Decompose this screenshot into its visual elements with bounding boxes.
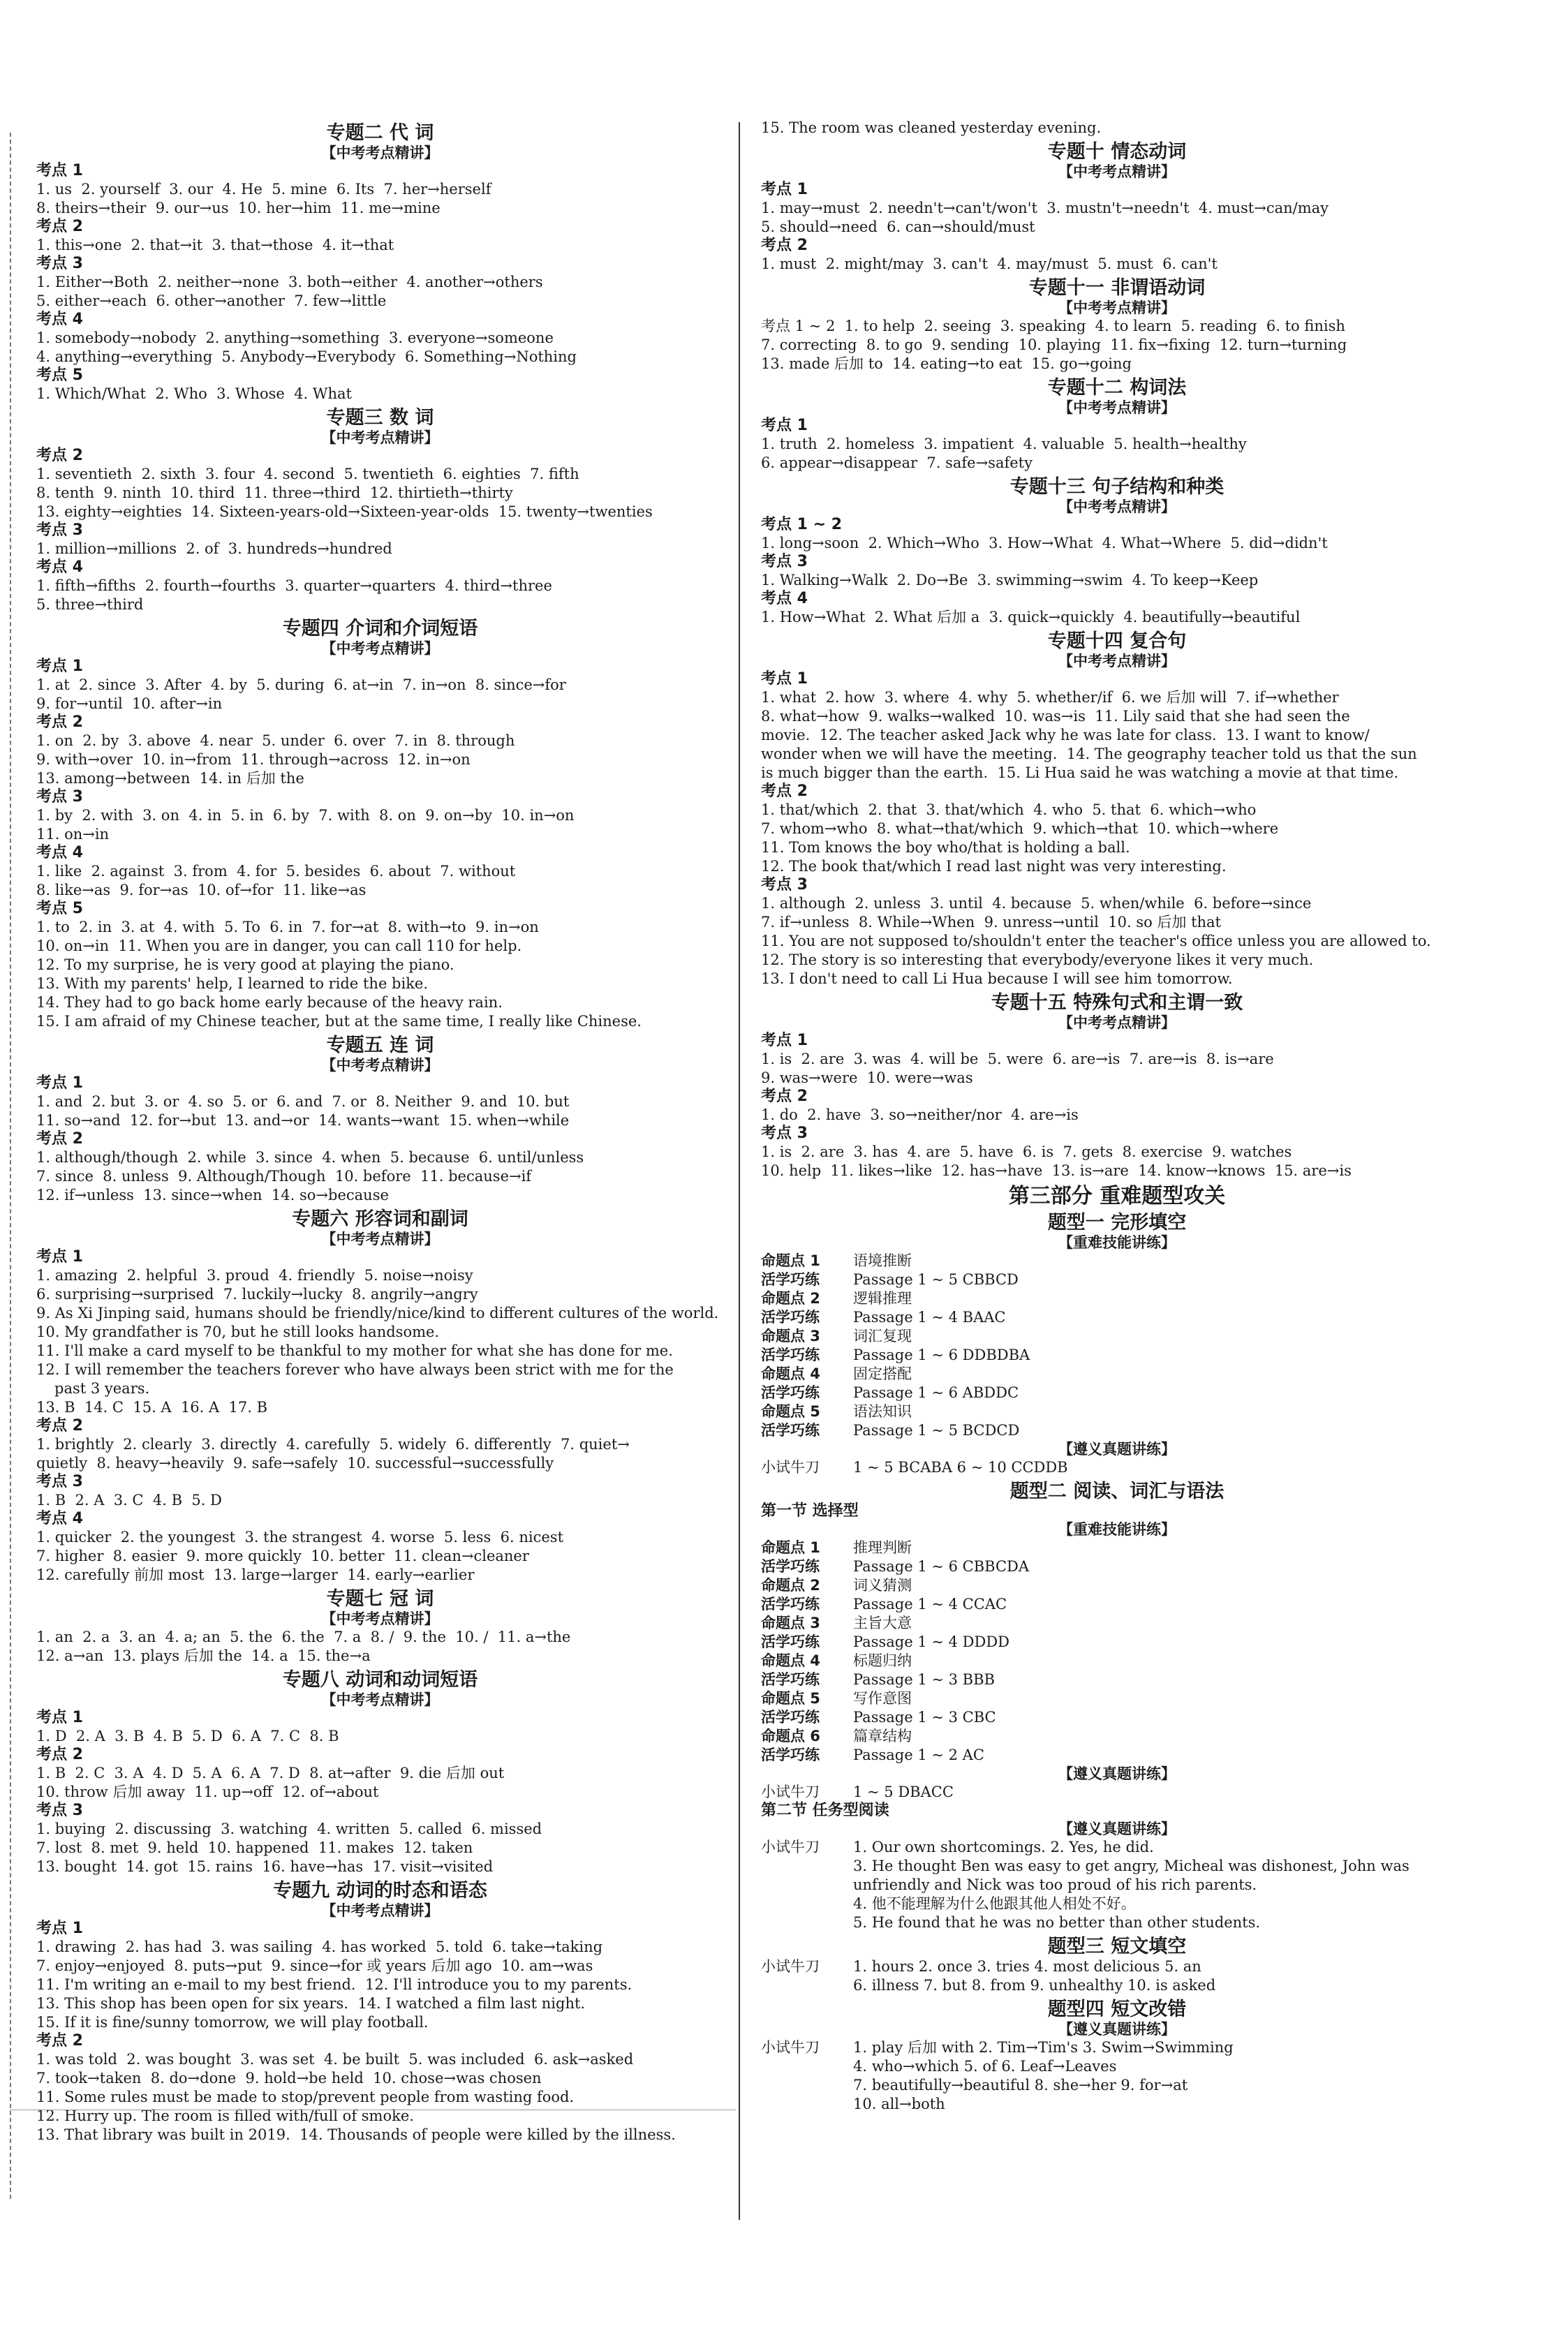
- answer-line: 11. so→and 12. for→but 13. and→or 14. wants→want 15. when→while: [36, 1112, 570, 1129]
- row-label: 小试牛刀: [761, 1839, 820, 1855]
- section-title: 专题十五 特殊句式和主谓一致: [991, 992, 1243, 1014]
- answer-line: 1. B 2. C 3. A 4. D 5. A 6. A 7. D 8. at→after 9. die 后加 out: [36, 1765, 505, 1781]
- row-answers: unfriendly and Nick was too proud of his rich parents.: [853, 1876, 1257, 1893]
- answer-line: quietly 8. heavy→heavily 9. safe→safely 10. successful→successfully: [36, 1455, 554, 1472]
- answer-line: 12. To my surprise, he is very good at playing the piano.: [36, 956, 454, 973]
- answer-line: 13. among→between 14. in 后加 the: [36, 770, 304, 787]
- row-answers: Passage 1 ~ 4 BAAC: [853, 1309, 1006, 1326]
- answer-line: 1. buying 2. discussing 3. watching 4. written 5. called 6. missed: [36, 1821, 542, 1837]
- answer-line: 1. Which/What 2. Who 3. Whose 4. What: [36, 385, 352, 402]
- answer-line: 7. since 8. unless 9. Although/Though 10. before 11. because→if: [36, 1168, 532, 1185]
- row-label: 活学巧练: [761, 1347, 820, 1363]
- row-answers: Passage 1 ~ 3 BBB: [853, 1671, 995, 1688]
- answer-line: 13. eighty→eighties 14. Sixteen-years-old→Sixteen-year-olds 15. twenty→twenties: [36, 503, 653, 520]
- section-subtitle: 【遵义真题讲练】: [1058, 1765, 1176, 1782]
- answer-row: [761, 1402, 1473, 1421]
- answer-line: 12. The story is so interesting that everybody/everyone likes it very much.: [761, 951, 1314, 968]
- answer-row: [761, 1895, 1473, 1913]
- answer-row: [761, 1384, 1473, 1402]
- answer-line: 5. either→each 6. other→another 7. few→little: [36, 292, 387, 309]
- answer-line: is much bigger than the earth. 15. Li Hua said he was watching a movie at that time.: [761, 764, 1399, 781]
- row-answers: Passage 1 ~ 2 AC: [853, 1747, 984, 1763]
- answer-line: 1. an 2. a 3. an 4. a; an 5. the 6. the 7. a 8. / 9. the 10. / 11. a→the: [36, 1629, 571, 1645]
- section-title: 专题十一 非谓语动词: [1028, 277, 1206, 299]
- row-answers: 7. beautifully→beautiful 8. she→her 9. for→at: [853, 2077, 1188, 2094]
- row-label: 活学巧练: [761, 1709, 820, 1726]
- point-label: 考点 3: [36, 255, 83, 272]
- section-subtitle: 【中考考点精讲】: [321, 429, 439, 446]
- answer-line: 11. Tom knows the boy who/that is holding a ball.: [761, 839, 1130, 856]
- point-label: 考点 2: [36, 1417, 83, 1435]
- answer-line: 7. enjoy→enjoyed 8. puts→put 9. since→for 或 years 后加 ago 10. am→was: [36, 1957, 593, 1974]
- answer-line: 8. theirs→their 9. our→us 10. her→him 11. me→mine: [36, 200, 441, 216]
- answer-line: 8. like→as 9. for→as 10. of→for 11. like→as: [36, 882, 367, 898]
- section-subtitle: 【中考考点精讲】: [321, 1057, 439, 1074]
- point-label: 考点 5: [36, 366, 83, 384]
- row-answers: 1. play 后加 with 2. Tim→Tim's 3. Swim→Swimming: [853, 2039, 1234, 2056]
- answer-row: [761, 1365, 1473, 1384]
- point-label: 考点 3: [761, 1125, 808, 1142]
- section-subtitle: 【中考考点精讲】: [1058, 299, 1176, 316]
- row-answers: Passage 1 ~ 5 BCDCD: [853, 1422, 1020, 1439]
- point-label: 考点 2: [761, 237, 808, 254]
- answer-row: [761, 1652, 1473, 1670]
- row-answers: 3. He thought Ben was easy to get angry, Micheal was dishonest, John was: [853, 1858, 1410, 1874]
- answer-row: [761, 1308, 1473, 1327]
- point-label: 第二节 任务型阅读: [761, 1802, 889, 1819]
- row-answers: Passage 1 ~ 6 DDBDBA: [853, 1347, 1030, 1363]
- row-label: 命题点 1: [761, 1539, 820, 1556]
- answer-line: 8. tenth 9. ninth 10. third 11. three→third 12. thirtieth→thirty: [36, 484, 513, 501]
- answer-row: [761, 1876, 1473, 1895]
- answer-line: 10. on→in 11. When you are in danger, you can call 110 for help.: [36, 938, 522, 954]
- answer-row: [761, 1327, 1473, 1346]
- left-column: [36, 119, 724, 2144]
- row-label: 活学巧练: [761, 1633, 820, 1650]
- row-answers: 1 ~ 5 DBACC: [853, 1784, 954, 1800]
- row-label: [761, 1895, 853, 1913]
- answer-line: 7. higher 8. easier 9. more quickly 10. better 11. clean→cleaner: [36, 1548, 529, 1564]
- row-label: 活学巧练: [761, 1309, 820, 1326]
- answer-line: 11. I'm writing an e-mail to my best friend. 12. I'll introduce you to my parents.: [36, 1976, 633, 1993]
- row-label: [761, 1857, 853, 1876]
- point-label: 考点 1: [761, 1032, 808, 1049]
- row-label: 活学巧练: [761, 1747, 820, 1763]
- point-label: 考点 3: [761, 876, 808, 894]
- row-label: 小试牛刀: [761, 1784, 820, 1800]
- answer-line: 1. although/though 2. while 3. since 4. when 5. because 6. until/unless: [36, 1149, 584, 1166]
- row-answers: Passage 1 ~ 4 DDDD: [853, 1633, 1010, 1650]
- answer-row: [761, 1539, 1473, 1557]
- section-subtitle: 【中考考点精讲】: [321, 1610, 439, 1627]
- section-subtitle: 【中考考点精讲】: [1058, 163, 1176, 180]
- answer-line: 9. for→until 10. after→in: [36, 695, 223, 712]
- row-answers: 5. He found that he was no better than other students.: [853, 1914, 1261, 1931]
- section-title: 专题五 连 词: [326, 1035, 434, 1056]
- point-label: 考点 1: [761, 670, 808, 688]
- answer-line: 1. drawing 2. has had 3. was sailing 4. has worked 5. told 6. take→taking: [36, 1939, 603, 1955]
- row-label: 小试牛刀: [761, 1459, 820, 1476]
- section-subtitle: 【重难技能讲练】: [1058, 1234, 1176, 1251]
- part-title: 第三部分 重难题型攻关: [1008, 1184, 1226, 1208]
- row-label: 命题点 3: [761, 1328, 820, 1344]
- answer-row: [761, 1783, 1473, 1802]
- answer-row: [761, 1346, 1473, 1365]
- answer-line: 12. a→an 13. plays 后加 the 14. a 15. the→a: [36, 1647, 371, 1664]
- answer-line: 1. although 2. unless 3. until 4. because 5. when/while 6. before→since: [761, 895, 1312, 912]
- answer-line: 5. three→third: [36, 596, 144, 613]
- row-label: 活学巧练: [761, 1271, 820, 1288]
- section-title: 专题三 数 词: [326, 407, 434, 429]
- section-subtitle: 【中考考点精讲】: [321, 1691, 439, 1708]
- answer-row: [761, 1689, 1473, 1708]
- answer-line: 1. is 2. are 3. was 4. will be 5. were 6. are→is 7. are→is 8. is→are: [761, 1051, 1274, 1067]
- section-title: 专题十二 构词法: [1047, 377, 1187, 399]
- row-label: 命题点 5: [761, 1690, 820, 1707]
- section-subtitle: 【遵义真题讲练】: [1058, 2021, 1176, 2038]
- row-answers: 逻辑推理: [853, 1290, 912, 1307]
- answer-line: 1. by 2. with 3. on 4. in 5. in 6. by 7. with 8. on 9. on→by 10. in→on: [36, 807, 575, 824]
- point-label: 考点 3: [761, 553, 808, 570]
- answer-line: 1. seventieth 2. sixth 3. four 4. second 5. twentieth 6. eighties 7. fifth: [36, 466, 579, 482]
- answer-line: movie. 12. The teacher asked Jack why he was late for class. 13. I want to know/: [761, 727, 1370, 743]
- point-label: 考点 1: [36, 1709, 83, 1726]
- row-label: 小试牛刀: [761, 2039, 820, 2056]
- answer-line: 14. They had to go back home early because of the heavy rain.: [36, 994, 503, 1011]
- point-label: 考点 4: [761, 590, 808, 607]
- point-label: 考点 2: [761, 1088, 808, 1105]
- answer-line: 13. That library was built in 2019. 14. Thousands of people were killed by the illness.: [36, 2126, 676, 2143]
- section-title: 专题四 介词和介词短语: [282, 618, 478, 639]
- answer-line: 7. took→taken 8. do→done 9. hold→be held 10. chose→was chosen: [36, 2070, 542, 2087]
- row-answers: 4. 他不能理解为什么他跟其他人相处不好。: [853, 1895, 1136, 1912]
- section-subtitle: 【中考考点精讲】: [321, 640, 439, 657]
- answer-line: 1. Either→Both 2. neither→none 3. both→either 4. another→others: [36, 274, 543, 290]
- section-subtitle: 【中考考点精讲】: [1058, 399, 1176, 416]
- section-subtitle: 【中考考点精讲】: [1058, 653, 1176, 669]
- answer-row: [761, 2057, 1473, 2076]
- row-answers: Passage 1 ~ 3 CBC: [853, 1709, 996, 1726]
- row-answers: 标题归纳: [853, 1652, 912, 1669]
- answer-line: 11. Some rules must be made to stop/prevent people from wasting food.: [36, 2089, 575, 2105]
- answer-line: 10. throw 后加 away 11. up→off 12. of→about: [36, 1784, 379, 1800]
- answer-line: 考点 1 ~ 2 1. to help 2. seeing 3. speaking 4. to learn 5. reading 6. to finish: [761, 318, 1345, 334]
- point-label: 考点 2: [36, 1130, 83, 1148]
- row-answers: 语法知识: [853, 1403, 912, 1420]
- row-answers: Passage 1 ~ 5 CBBCD: [853, 1271, 1019, 1288]
- answer-line: 1. How→What 2. What 后加 a 3. quick→quickly 4. beautifully→beautiful: [761, 609, 1301, 625]
- section-title: 题型四 短文改错: [1047, 1999, 1187, 2020]
- point-label: 考点 3: [36, 1802, 83, 1819]
- row-label: 命题点 2: [761, 1577, 820, 1594]
- answer-line: 13. B 14. C 15. A 16. A 17. B: [36, 1399, 268, 1416]
- answer-line: 13. made 后加 to 14. eating→to eat 15. go→going: [761, 355, 1132, 372]
- answer-line: wonder when we will have the meeting. 14. The geography teacher told us that the sun: [761, 746, 1417, 762]
- answer-line: 13. bought 14. got 15. rains 16. have→has 17. visit→visited: [36, 1858, 494, 1875]
- answer-row: [761, 1252, 1473, 1270]
- section-title: 题型一 完形填空: [1047, 1212, 1187, 1233]
- answer-line: past 3 years.: [54, 1380, 150, 1397]
- answer-line: 1. that/which 2. that 3. that/which 4. who 5. that 6. which→who: [761, 801, 1257, 818]
- section-title: 专题九 动词的时态和语态: [273, 1880, 487, 1902]
- row-answers: 1. Our own shortcomings. 2. Yes, he did.: [853, 1839, 1154, 1855]
- point-label: 考点 2: [36, 218, 83, 235]
- section-subtitle: 【中考考点精讲】: [321, 1231, 439, 1247]
- answer-line: 9. was→were 10. were→was: [761, 1069, 973, 1086]
- point-label: 考点 2: [36, 447, 83, 464]
- answer-line: 1. like 2. against 3. from 4. for 5. besides 6. about 7. without: [36, 863, 516, 880]
- answer-row: [761, 1557, 1473, 1576]
- point-label: 考点 1: [761, 181, 808, 198]
- point-label: 考点 1: [36, 1074, 83, 1092]
- answer-line: 1. do 2. have 3. so→neither/nor 4. are→is: [761, 1106, 1079, 1123]
- column-divider: [739, 122, 740, 2220]
- answer-line: 1. Walking→Walk 2. Do→Be 3. swimming→swim 4. To keep→Keep: [761, 572, 1259, 588]
- row-answers: 6. illness 7. but 8. from 9. unhealthy 10. is asked: [853, 1977, 1216, 1994]
- answer-line: 13. This shop has been open for six years. 14. I watched a film last night.: [36, 1995, 586, 2012]
- answer-row: [761, 1957, 1473, 1976]
- answer-line: 1. at 2. since 3. After 4. by 5. during 6. at→in 7. in→on 8. since→for: [36, 676, 566, 693]
- answer-row: [761, 1708, 1473, 1727]
- point-label: 考点 4: [36, 844, 83, 861]
- section-title: 专题六 形容词和副词: [292, 1208, 468, 1230]
- section-title: 题型三 短文填空: [1047, 1936, 1187, 1957]
- answer-line: 1. amazing 2. helpful 3. proud 4. friendly 5. noise→noisy: [36, 1267, 473, 1284]
- binding-margin-line: [10, 133, 11, 2199]
- answer-row: [761, 1727, 1473, 1746]
- point-label: 考点 4: [36, 311, 83, 328]
- answer-line: 5. should→need 6. can→should/must: [761, 218, 1035, 235]
- row-label: 命题点 4: [761, 1652, 820, 1669]
- section-subtitle: 【中考考点精讲】: [321, 145, 439, 161]
- answer-row: [761, 1976, 1473, 1995]
- section-subtitle: 【中考考点精讲】: [321, 1902, 439, 1919]
- point-label: 考点 3: [36, 1473, 83, 1490]
- answer-line: 1. was told 2. was bought 3. was set 4. be built 5. was included 6. ask→asked: [36, 2051, 634, 2068]
- point-label: 考点 4: [36, 1510, 83, 1527]
- answer-line: 1. brightly 2. clearly 3. directly 4. carefully 5. widely 6. differently 7. quiet→: [36, 1436, 630, 1453]
- row-label: [761, 1976, 853, 1995]
- row-answers: 语境推断: [853, 1252, 912, 1269]
- answer-line: 12. I will remember the teachers forever who have always been strict with me for the: [36, 1361, 674, 1378]
- answer-line: 10. help 11. likes→like 12. has→have 13. is→are 14. know→knows 15. are→is: [761, 1162, 1352, 1179]
- answer-line: 1. quicker 2. the youngest 3. the strangest 4. worse 5. less 6. nicest: [36, 1529, 564, 1546]
- point-label: 考点 1: [36, 658, 83, 675]
- row-answers: 词汇复现: [853, 1328, 912, 1344]
- answer-row: [761, 1746, 1473, 1765]
- answer-line: 7. lost 8. met 9. held 10. happened 11. makes 12. taken: [36, 1839, 473, 1856]
- answer-row: [761, 1838, 1473, 1857]
- point-label: 考点 1 ~ 2: [761, 516, 843, 533]
- row-answers: 1. hours 2. once 3. tries 4. most delicious 5. an: [853, 1958, 1201, 1975]
- point-label: 考点 3: [36, 521, 83, 539]
- point-label: 考点 5: [36, 900, 83, 917]
- row-label: 命题点 4: [761, 1365, 820, 1382]
- row-label: [761, 2095, 853, 2114]
- section-title: 专题十四 复合句: [1047, 630, 1187, 652]
- answer-row: [761, 1614, 1473, 1633]
- answer-row: [761, 1576, 1473, 1595]
- section-title: 专题七 冠 词: [326, 1588, 434, 1610]
- row-label: 活学巧练: [761, 1671, 820, 1688]
- answer-line: 13. With my parents' help, I learned to ride the bike.: [36, 975, 429, 992]
- point-label: 考点 3: [36, 788, 83, 806]
- row-label: 命题点 5: [761, 1403, 820, 1420]
- point-label: 考点 1: [761, 417, 808, 434]
- row-answers: 固定搭配: [853, 1365, 912, 1382]
- answer-line: 1. fifth→fifths 2. fourth→fourths 3. quarter→quarters 4. third→three: [36, 577, 552, 594]
- row-answers: 10. all→both: [853, 2096, 945, 2112]
- answer-row: [761, 2076, 1473, 2095]
- answer-line: 7. if→unless 8. While→When 9. unress→until 10. so 后加 that: [761, 914, 1221, 931]
- row-answers: 推理判断: [853, 1539, 912, 1556]
- section-title: 专题二 代 词: [326, 122, 434, 144]
- point-label: 考点 2: [761, 783, 808, 800]
- row-answers: 主旨大意: [853, 1615, 912, 1631]
- row-label: 命题点 6: [761, 1728, 820, 1744]
- answer-line: 8. what→how 9. walks→walked 10. was→is 11. Lily said that she had seen the: [761, 708, 1350, 725]
- point-label: 考点 4: [36, 558, 83, 576]
- point-label: 考点 1: [36, 162, 83, 179]
- point-label: 第一节 选择型: [761, 1502, 859, 1520]
- section-subtitle: 【中考考点精讲】: [1058, 1014, 1176, 1031]
- row-answers: Passage 1 ~ 6 ABDDC: [853, 1384, 1019, 1401]
- row-label: 活学巧练: [761, 1596, 820, 1613]
- answer-line: 1. us 2. yourself 3. our 4. He 5. mine 6. Its 7. her→herself: [36, 181, 491, 198]
- answer-row: [761, 1458, 1473, 1477]
- answer-line: 1. long→soon 2. Which→Who 3. How→What 4. What→Where 5. did→didn't: [761, 535, 1328, 551]
- answer-line: 15. The room was cleaned yesterday evening.: [761, 119, 1102, 136]
- answer-row: [761, 1421, 1473, 1440]
- section-subtitle: 【遵义真题讲练】: [1058, 1821, 1176, 1837]
- answer-line: 1. this→one 2. that→it 3. that→those 4. it→that: [36, 237, 394, 253]
- answer-line: 1. somebody→nobody 2. anything→something 3. everyone→someone: [36, 329, 554, 346]
- answer-line: 1. must 2. might/may 3. can't 4. may/must 5. must 6. can't: [761, 255, 1218, 272]
- answer-line: 11. on→in: [36, 826, 110, 843]
- answer-line: 6. surprising→surprised 7. luckily→lucky 8. angrily→angry: [36, 1286, 478, 1303]
- row-label: 活学巧练: [761, 1384, 820, 1401]
- answer-line: 15. I am afraid of my Chinese teacher, but at the same time, I really like Chinese.: [36, 1013, 642, 1030]
- row-label: 活学巧练: [761, 1422, 820, 1439]
- answer-line: 10. My grandfather is 70, but he still looks handsome.: [36, 1324, 440, 1340]
- row-answers: 4. who→which 5. of 6. Leaf→Leaves: [853, 2058, 1117, 2075]
- answer-line: 1. what 2. how 3. where 4. why 5. whether/if 6. we 后加 will 7. if→whether: [761, 689, 1339, 706]
- answer-line: 1. may→must 2. needn't→can't/won't 3. mustn't→needn't 4. must→can/may: [761, 200, 1329, 216]
- answer-row: [761, 1670, 1473, 1689]
- point-label: 考点 1: [36, 1920, 83, 1937]
- answer-line: 15. If it is fine/sunny tomorrow, we will play football.: [36, 2014, 429, 2031]
- answer-line: 7. whom→who 8. what→that/which 9. which→that 10. which→where: [761, 820, 1279, 837]
- row-answers: 篇章结构: [853, 1728, 912, 1744]
- row-label: [761, 1913, 853, 1932]
- point-label: 考点 2: [36, 1746, 83, 1763]
- row-answers: 1 ~ 5 BCABA 6 ~ 10 CCDDB: [853, 1459, 1068, 1476]
- row-label: [761, 2076, 853, 2095]
- answer-line: 7. correcting 8. to go 9. sending 10. playing 11. fix→fixing 12. turn→turning: [761, 336, 1347, 353]
- answer-line: 9. As Xi Jinping said, humans should be friendly/nice/kind to different cultures of the world.: [36, 1305, 719, 1321]
- answer-line: 4. anything→everything 5. Anybody→Everybody 6. Something→Nothing: [36, 348, 577, 365]
- answer-line: 1. D 2. A 3. B 4. B 5. D 6. A 7. C 8. B: [36, 1728, 339, 1744]
- answer-line: 12. Hurry up. The room is filled with/full of smoke.: [36, 2107, 414, 2124]
- row-answers: 词义猜测: [853, 1577, 912, 1594]
- answer-line: 1. to 2. in 3. at 4. with 5. To 6. in 7. for→at 8. with→to 9. in→on: [36, 919, 539, 935]
- row-label: 小试牛刀: [761, 1958, 820, 1975]
- right-column: [761, 119, 1473, 2114]
- row-answers: Passage 1 ~ 4 CCAC: [853, 1596, 1007, 1613]
- section-title: 专题十 情态动词: [1047, 141, 1187, 163]
- row-label: [761, 2057, 853, 2076]
- point-label: 考点 2: [36, 2032, 83, 2050]
- answer-line: 12. if→unless 13. since→when 14. so→because: [36, 1187, 389, 1203]
- answer-line: 1. and 2. but 3. or 4. so 5. or 6. and 7. or 8. Neither 9. and 10. but: [36, 1093, 570, 1110]
- answer-line: 9. with→over 10. in→from 11. through→across 12. in→on: [36, 751, 471, 768]
- answer-line: 12. The book that/which I read last night was very interesting.: [761, 858, 1227, 875]
- section-title: 题型二 阅读、词汇与语法: [1009, 1481, 1225, 1502]
- section-subtitle: 【重难技能讲练】: [1058, 1521, 1176, 1538]
- section-title: 专题八 动词和动词短语: [282, 1669, 478, 1691]
- section-title: 专题十三 句子结构和种类: [1009, 476, 1225, 498]
- answer-line: 1. truth 2. homeless 3. impatient 4. valuable 5. health→healthy: [761, 436, 1247, 452]
- row-label: 命题点 3: [761, 1615, 820, 1631]
- section-subtitle: 【中考考点精讲】: [1058, 498, 1176, 515]
- section-subtitle: 【遵义真题讲练】: [1058, 1441, 1176, 1458]
- answer-line: 1. on 2. by 3. above 4. near 5. under 6. over 7. in 8. through: [36, 732, 515, 749]
- answer-line: 1. million→millions 2. of 3. hundreds→hundred: [36, 540, 392, 557]
- row-label: 命题点 1: [761, 1252, 820, 1269]
- answer-row: [761, 1289, 1473, 1308]
- answer-row: [761, 1857, 1473, 1876]
- answer-row: [761, 1633, 1473, 1652]
- answer-row: [761, 1913, 1473, 1932]
- point-label: 考点 2: [36, 713, 83, 731]
- row-label: [761, 1876, 853, 1895]
- row-label: 命题点 2: [761, 1290, 820, 1307]
- point-label: 考点 1: [36, 1248, 83, 1266]
- answer-line: 11. You are not supposed to/shouldn't enter the teacher's office unless you are allowed to.: [761, 933, 1431, 949]
- answer-line: 1. B 2. A 3. C 4. B 5. D: [36, 1492, 222, 1509]
- answer-row: [761, 2038, 1473, 2057]
- answer-line: 1. is 2. are 3. has 4. are 5. have 6. is 7. gets 8. exercise 9. watches: [761, 1143, 1292, 1160]
- answer-line: 6. appear→disappear 7. safe→safety: [761, 454, 1033, 471]
- answer-line: 13. I don't need to call Li Hua because I will see him tomorrow.: [761, 970, 1233, 987]
- answer-row: [761, 1595, 1473, 1614]
- answer-line: 11. I'll make a card myself to be thankful to my mother for what she has done for me.: [36, 1342, 673, 1359]
- answer-row: [761, 1270, 1473, 1289]
- row-answers: 写作意图: [853, 1690, 912, 1707]
- answer-row: [761, 2095, 1473, 2114]
- row-answers: Passage 1 ~ 6 CBBCDA: [853, 1558, 1030, 1575]
- row-label: 活学巧练: [761, 1558, 820, 1575]
- answer-line: 12. carefully 前加 most 13. large→larger 14. early→earlier: [36, 1566, 475, 1583]
